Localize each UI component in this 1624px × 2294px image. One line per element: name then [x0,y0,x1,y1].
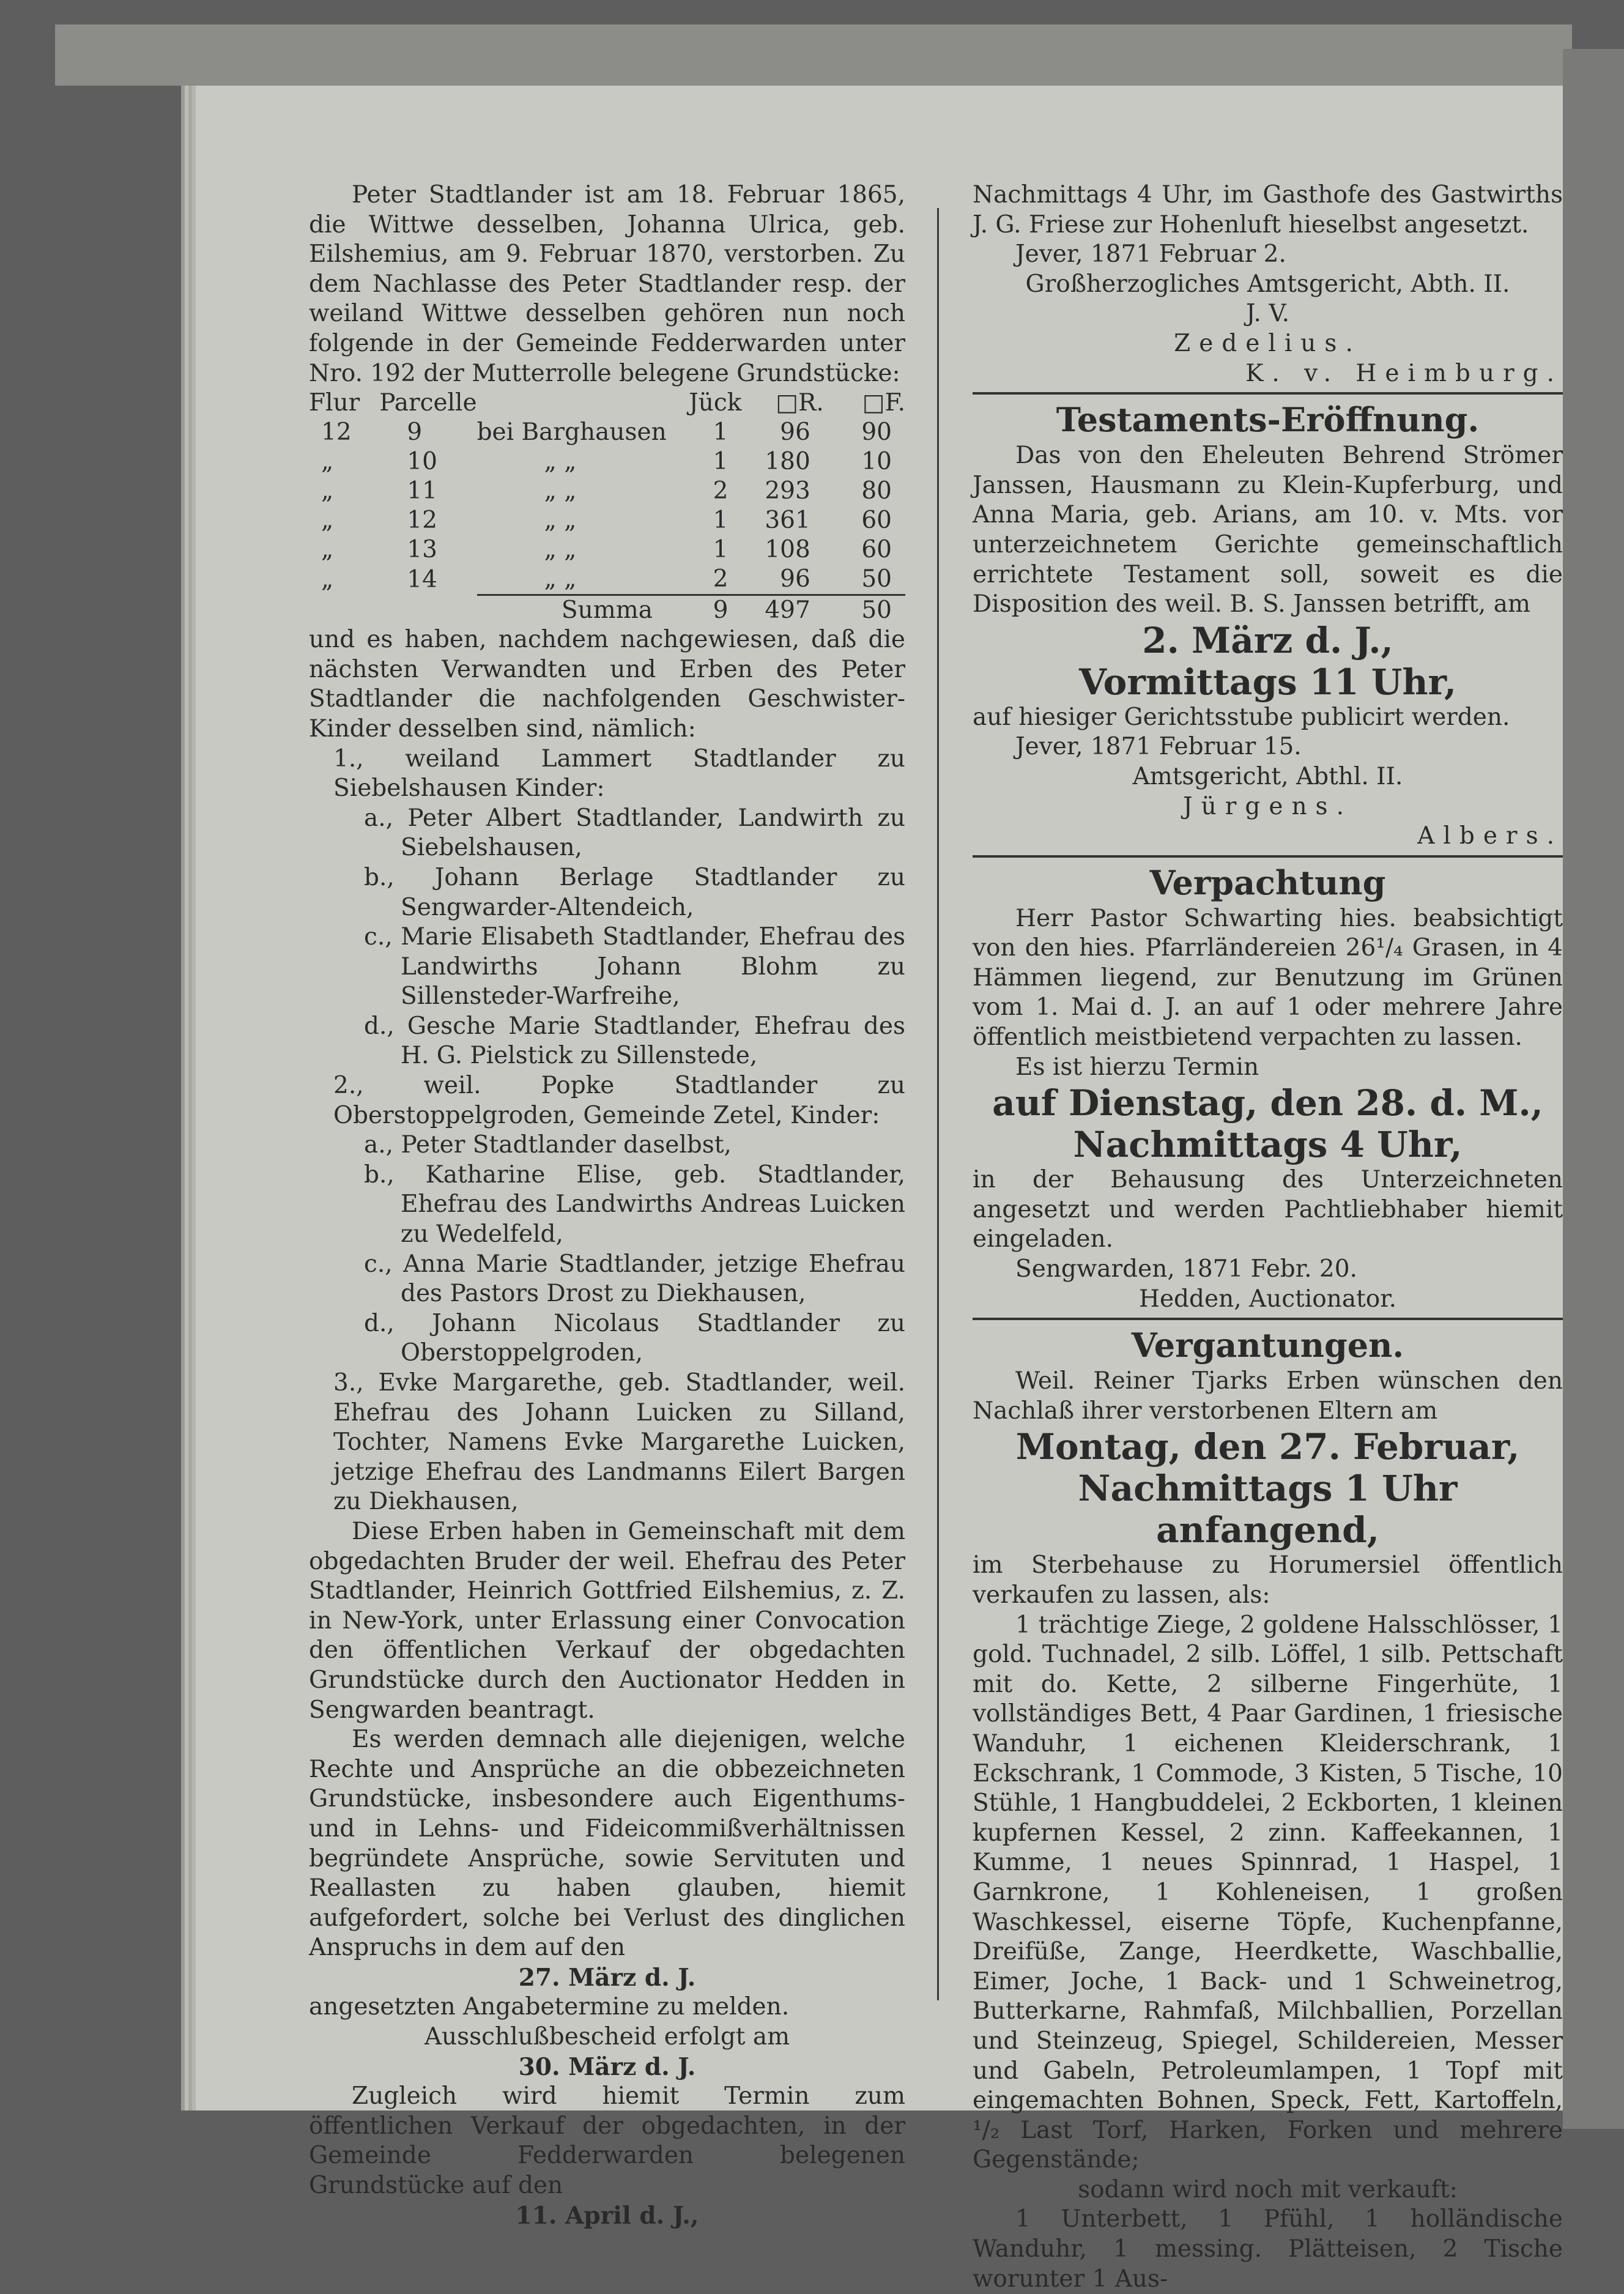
place-date-3: Sengwarden, 1871 Febr. 20. [1015,1255,1357,1283]
heirs-petition-paragraph: Diese Erben haben in Gemeinschaft mit dem obgedachten Bruder der weil. Ehefrau des Peter Stadtlander, Heinrich Gottfried Eilshemius, z. Z. in New-York, unter Erlassung einer Convocation den öffentlichen Verkauf der obgedachten Grundstücke durch den Auctionator Hedden in Sengwarden beantragt. [309,1517,905,1724]
col-header-juck: Jück [689,389,742,417]
cell: „ [321,565,334,593]
col-header-flur: Flur [309,389,360,417]
cell: 96 [780,565,810,593]
cell: „ [321,507,334,535]
col-header-ruthen: □R. [776,389,824,417]
cell: „ „ [544,536,577,564]
cell: 80 [861,477,892,505]
court-2: Amtsgericht, Abthl. II. [1132,762,1403,790]
cell: 60 [861,507,892,535]
lease-time: Nachmittags 4 Uhr, [1073,1124,1463,1166]
heir-group-1: 1., weiland Lammert Stadtlander zu Siebelshausen Kinder: [333,744,905,803]
exclusion-line: Ausschlußbescheid erfolgt am [424,2023,790,2051]
judge-1: Zedelius. [1174,329,1362,357]
table-row [309,447,905,477]
place-date-2: Jever, 1871 Februar 15. [1015,733,1302,761]
cell: 2 [713,565,729,593]
section-rule [973,392,1563,395]
sale-paragraph: Zugleich wird hiemit Termin zum öffentlichen Verkauf der obgedachten, in der Gemeinde Fedderwarden belegenen Grundstücke auf den [309,2082,905,2200]
cell: 50 [861,565,892,593]
also-sold-line: sodann wird noch mit verkauft: [1078,2175,1458,2203]
column-divider [937,208,939,2000]
left-column [309,180,905,2230]
cell: 9 [671,595,741,626]
auction-body-2: im Sterbehause zu Horumersiel öffentlich verkaufen zu lassen, als: [973,1551,1563,1609]
heading-verpachtung: Verpachtung [1149,863,1386,902]
table-row [309,477,905,506]
auction-body: Weil. Reiner Tjarks Erben wünschen den Nachlaß ihrer verstorbenen Eltern am [973,1367,1563,1425]
termin-line: Es ist hierzu Termin [1015,1053,1259,1081]
cell: 10 [861,448,892,476]
right-column [973,180,1563,2294]
heir-2c: c., Anna Marie Stadtlander, jetzige Ehefrau des Pastors Drost zu Diekhausen, [364,1250,905,1308]
cell: 9 [407,418,423,447]
lease-body-2: in der Behausung des Unterzeichneten angesetzt und werden Pachtliebhaber hiemit eingeladen. [973,1166,1563,1253]
cell: 11 [407,477,437,505]
intro-paragraph: Peter Stadtlander ist am 18. Februar 1865, die Wittwe desselben, Johanna Ulrica, geb. Eilshemius, am 9. Februar 1870, verstorben. Zu dem Nachlasse des Peter Stadtlander resp. der weiland Wittwe desselben gehören nun noch folgende in der Gemeinde Fedderwarden unter Nro. 192 der Mutterrolle belegene Grundstücke: [309,181,905,387]
book-right-edge [1563,49,1624,2129]
cell: 1 [713,418,729,447]
cell: 180 [765,448,810,476]
sum-label: Summa [477,595,671,626]
lease-body: Herr Pastor Schwarting hies. beabsichtigt von den hies. Pfarrländereien 26¹/₄ Grasen, in 4 Hämmen liegend, zur Benutzung im Grünen vom 1. Mai d. J. an auf 1 oder mehrere Jahre öffentlich meistbietend verpachten zu lassen. [973,904,1563,1052]
cell: 497 [741,595,823,626]
table-row [309,565,905,595]
date-claims: 27. März d. J. [518,1963,696,1992]
heir-group-2: 2., weil. Popke Stadtlander zu Oberstoppelgroden, Gemeinde Zetel, Kinder: [333,1072,905,1129]
col-header-location [477,388,671,418]
testament-date: 2. März d. J., [1142,619,1393,661]
cell: „ [321,477,334,505]
section-rule [973,1318,1563,1320]
court-1: Großherzogliches Amtsgericht, Abth. II. [1025,270,1510,298]
auctioneer-sign: Hedden, Auctionator. [1138,1285,1397,1313]
cell: 293 [765,477,810,505]
cell: „ „ [544,448,577,476]
col-header-parcelle: Parcelle [379,389,477,417]
heir-1a: a., Peter Albert Stadtlander, Landwirth zu Siebelshausen, [364,804,905,862]
date-exclusion: 30. März d. J. [518,2052,696,2081]
angesetzt-line: angesetzten Angabetermine zu melden. [309,1993,790,2021]
date-sale: 11. April d. J., [515,2201,699,2230]
cell: „ „ [544,565,577,593]
heir-2a: a., Peter Stadtlander daselbst, [364,1131,732,1159]
cell: „ [321,448,334,476]
cell: 10 [407,448,437,476]
cell: „ [321,536,334,564]
cell: 60 [861,536,892,564]
cell: 1 [713,448,729,476]
auction-date: Montag, den 27. Februar, [1015,1426,1520,1468]
heirs-intro: und es haben, nachdem nachgewiesen, daß die nächsten Verwandten und Erben des Peter Stadtlander die nachfolgenden Geschwister-Kinder desselben sind, nämlich: [309,626,905,743]
table-row [309,418,905,447]
book-top-edge [55,24,1572,86]
section-rule [973,855,1563,858]
table-row [309,506,905,535]
auction-items-2: 1 Unterbett, 1 Pfühl, 1 holländische Wanduhr, 1 messing. Plätteisen, 2 Tische worunter 1 Aus- [973,2205,1563,2293]
heading-testament: Testaments-Eröffnung. [1056,400,1480,440]
cell: 1 [713,536,729,564]
cell: 14 [407,565,437,593]
cell: „ „ [544,477,577,505]
cell: 361 [765,507,810,535]
parcel-table [309,388,905,625]
cell: bei Barghausen [476,418,667,447]
cell: 12 [321,418,352,447]
heir-group-3: 3., Evke Margarethe, geb. Stadtlander, weil. Ehefrau des Johann Luicken zu Silland, Tochter, Namens Evke Margarethe Luicken, jetzige Ehefrau des Landmanns Eilert Bargen zu Diekhausen, [333,1369,905,1516]
cell: 96 [780,418,810,447]
col-header-fuss: □F. [862,389,905,417]
clerk-2: Albers. [1417,822,1563,850]
judge-2: Jürgens. [1183,792,1352,820]
cell: 108 [765,536,810,564]
place-date-1: Jever, 1871 Februar 2. [1015,240,1286,269]
heir-2d: d., Johann Nicolaus Stadtlander zu Oberstoppelgroden, [364,1309,905,1367]
heir-1b: b., Johann Berlage Stadtlander zu Sengwarder-Altendeich, [364,863,905,921]
table-row [309,535,905,565]
cell: 12 [407,507,437,535]
table-header-row [309,388,905,418]
cell: 2 [713,477,729,505]
claims-paragraph: Es werden demnach alle diejenigen, welche Rechte und Ansprüche an die obbezeichneten Grundstücke, insbesondere auch Eigenthums- und in Lehns- und Fideicommißverhältnissen begründete Ansprüche, sowie Servituten und Reallasten zu haben glauben, hiemit aufgefordert, solche bei Verlust des dinglichen Anspruchs in dem auf den [309,1726,905,1962]
cell: 13 [407,536,437,564]
heir-1d: d., Gesche Marie Stadtlander, Ehefrau des H. G. Pielstick zu Sillenstede, [364,1012,905,1070]
in-vertretung: J. V. [1245,300,1290,328]
cell: 50 [824,595,905,626]
table-sum-row [309,595,905,626]
clerk-1: K. v. Heimburg. [1245,359,1563,387]
continuation-paragraph: Nachmittags 4 Uhr, im Gasthofe des Gastwirths J. G. Friese zur Hohenluft hieselbst angesetzt. [973,181,1563,239]
auction-items: 1 trächtige Ziege, 2 goldene Halsschlösser, 1 gold. Tuchnadel, 2 silb. Löffel, 1 silb. Pettschaft mit do. Kette, 2 silberne Fingerhüte, 1 vollständiges Bett, 4 Paar Gardinen, 1 friesische Wanduhr, 1 eichenen Kleiderschrank, 1 Eckschrank, 1 Commode, 3 Kisten, 5 Tische, 10 Stühle, 1 Hangbuddelei, 2 Eckborten, 1 kleinen kupfernen Kessel, 2 zinn. Kaffeekannen, 1 Kumme, 1 neues Spinnrad, 1 Haspel, 1 Garnkrone, 1 Kohleneisen, 1 großen Waschkessel, eiserne Töpfe, Kuchenpfanne, Dreifüße, Zange, Heerdkette, Waschballie, Eimer, Joche, 1 Back- und 1 Schweinetrog, Butterkarne, Rahmfaß, Milchballien, Porzellan und Steinzeug, Spiegel, Schildereien, Messer und Gabeln, Petroleumlampen, 1 Topf mit eingemachten Bohnen, Speck, Fett, Kartoffeln, ¹/₂ Last Torf, Harken, Forken und mehrere Gegenstände; [973,1611,1563,2174]
cell: 90 [861,418,892,447]
heir-2b: b., Katharine Elise, geb. Stadtlander, Ehefrau des Landwirths Andreas Luicken zu Wedelfeld, [364,1160,905,1249]
cell: „ „ [544,507,577,535]
cell: 1 [713,507,729,535]
heading-vergantungen: Vergantungen. [1131,1326,1404,1365]
lease-date: auf Dienstag, den 28. d. M., [992,1082,1543,1124]
heir-1c: c., Marie Elisabeth Stadtlander, Ehefrau des Landwirths Johann Blohm zu Sillensteder-Warfreihe, [364,923,905,1011]
auction-time: Nachmittags 1 Uhr anfangend, [1078,1468,1458,1551]
publication-line: auf hiesiger Gerichtsstube publicirt werden. [973,703,1510,731]
testament-body: Das von den Eheleuten Behrend Strömer Janssen, Hausmann zu Klein-Kupferburg, und Anna Maria, geb. Arians, am 10. v. Mts. vor unterzeichnetem Gerichte gemeinschaftlich errichtete Testament soll, soweit es die Disposition des weil. B. S. Janssen betrifft, am [973,442,1563,618]
testament-time: Vormittags 11 Uhr, [1078,661,1457,703]
